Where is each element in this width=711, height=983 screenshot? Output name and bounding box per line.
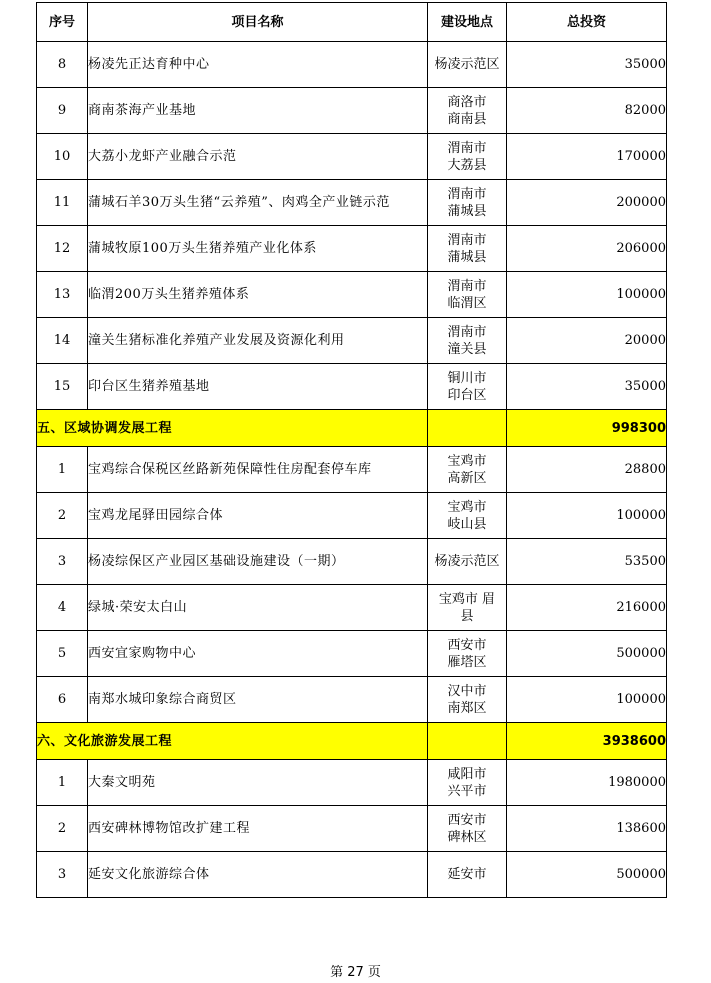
project-location [428, 272, 507, 318]
row-number: 11 [37, 180, 88, 226]
project-investment: 170000 [507, 134, 667, 180]
row-number: 6 [37, 677, 88, 723]
table-row [37, 631, 667, 677]
project-investment: 500000 [507, 631, 667, 677]
location-line-2: 碑林区 [447, 829, 487, 845]
location-line-1: 渭南市 [447, 186, 487, 202]
location-line-1: 汉中市 [447, 683, 487, 699]
table-body [37, 42, 667, 898]
project-name: 临渭200万头生猪养殖体系 [88, 272, 428, 318]
project-location [428, 806, 507, 852]
location-line-2: 岐山县 [447, 516, 487, 532]
location-line-2: 蒲城县 [447, 249, 487, 265]
section-location-cell [428, 410, 507, 447]
location-line-2: 印台区 [447, 387, 487, 403]
project-name: 延安文化旅游综合体 [88, 852, 428, 898]
project-name: 蒲城石羊30万头生猪“云养殖”、肉鸡全产业链示范 [88, 180, 428, 226]
row-number: 8 [37, 42, 88, 88]
section-title: 六、文化旅游发展工程 [37, 723, 428, 760]
location-line-1: 渭南市 [447, 140, 487, 156]
location-line-1: 渭南市 [447, 324, 487, 340]
project-name: 商南茶海产业基地 [88, 88, 428, 134]
location-line-1: 延安市 [447, 867, 487, 882]
row-number: 12 [37, 226, 88, 272]
project-investment: 82000 [507, 88, 667, 134]
project-table [36, 2, 667, 898]
table-row [37, 42, 667, 88]
project-investment: 35000 [507, 364, 667, 410]
project-name: 印台区生猪养殖基地 [88, 364, 428, 410]
project-name: 宝鸡综合保税区丝路新苑保障性住房配套停车库 [88, 447, 428, 493]
location-line-2: 雁塔区 [447, 654, 487, 670]
project-location [428, 539, 507, 585]
location-line-2: 商南县 [447, 111, 487, 127]
row-number: 1 [37, 760, 88, 806]
table-row [37, 539, 667, 585]
table-row [37, 760, 667, 806]
table-row [37, 806, 667, 852]
project-name: 杨凌综保区产业园区基础设施建设（一期） [88, 539, 428, 585]
table-row [37, 180, 667, 226]
location-line-2: 南郑区 [447, 700, 487, 716]
location-line-1: 商洛市 [447, 94, 487, 110]
location-line-2: 临渭区 [447, 295, 487, 311]
table-row [37, 585, 667, 631]
location-line-1: 渭南市 [447, 278, 487, 294]
project-investment: 100000 [507, 677, 667, 723]
project-investment: 28800 [507, 447, 667, 493]
project-location [428, 180, 507, 226]
section-row [37, 410, 667, 447]
section-total-investment: 3938600 [507, 723, 667, 760]
project-name: 绿城·荣安太白山 [88, 585, 428, 631]
project-location [428, 760, 507, 806]
table-header-row [37, 3, 667, 42]
page-number: 第 27 页 [330, 965, 381, 980]
project-location [428, 318, 507, 364]
project-name: 杨凌先正达育种中心 [88, 42, 428, 88]
location-line-2: 潼关县 [447, 341, 487, 357]
location-line-1: 咸阳市 [447, 766, 487, 782]
location-line-1: 杨凌示范区 [434, 57, 500, 72]
project-location [428, 134, 507, 180]
header-project-name: 项目名称 [88, 3, 428, 42]
project-name: 宝鸡龙尾驿田园综合体 [88, 493, 428, 539]
project-name: 大荔小龙虾产业融合示范 [88, 134, 428, 180]
location-line-1: 宝鸡市 [447, 453, 487, 469]
project-investment: 1980000 [507, 760, 667, 806]
project-location [428, 226, 507, 272]
project-name: 大秦文明苑 [88, 760, 428, 806]
project-location [428, 42, 507, 88]
location-line-1: 宝鸡市 眉 [438, 591, 496, 607]
project-name: 潼关生猪标准化养殖产业发展及资源化利用 [88, 318, 428, 364]
header-investment: 总投资 [507, 3, 667, 42]
project-investment: 53500 [507, 539, 667, 585]
section-row [37, 723, 667, 760]
table-row [37, 226, 667, 272]
row-number: 10 [37, 134, 88, 180]
project-investment: 20000 [507, 318, 667, 364]
location-line-2: 高新区 [447, 470, 487, 486]
project-investment: 200000 [507, 180, 667, 226]
row-number: 2 [37, 806, 88, 852]
location-line-1: 渭南市 [447, 232, 487, 248]
section-total-investment: 998300 [507, 410, 667, 447]
row-number: 3 [37, 852, 88, 898]
project-investment: 500000 [507, 852, 667, 898]
table-row [37, 272, 667, 318]
location-line-1: 杨凌示范区 [434, 554, 500, 569]
row-number: 3 [37, 539, 88, 585]
table-row [37, 134, 667, 180]
section-location-cell [428, 723, 507, 760]
project-name: 西安宜家购物中心 [88, 631, 428, 677]
location-line-1: 西安市 [447, 637, 487, 653]
project-location [428, 447, 507, 493]
project-name: 南郑水城印象综合商贸区 [88, 677, 428, 723]
row-number: 9 [37, 88, 88, 134]
project-location [428, 677, 507, 723]
table-row [37, 493, 667, 539]
row-number: 5 [37, 631, 88, 677]
project-investment: 206000 [507, 226, 667, 272]
project-name: 蒲城牧原100万头生猪养殖产业化体系 [88, 226, 428, 272]
project-location [428, 631, 507, 677]
row-number: 13 [37, 272, 88, 318]
row-number: 14 [37, 318, 88, 364]
project-investment: 216000 [507, 585, 667, 631]
table-row [37, 852, 667, 898]
row-number: 15 [37, 364, 88, 410]
project-investment: 138600 [507, 806, 667, 852]
table-row [37, 677, 667, 723]
location-line-2: 蒲城县 [447, 203, 487, 219]
project-location [428, 585, 507, 631]
project-location [428, 493, 507, 539]
table-row [37, 318, 667, 364]
row-number: 2 [37, 493, 88, 539]
project-investment: 35000 [507, 42, 667, 88]
header-no: 序号 [37, 3, 88, 42]
location-line-1: 宝鸡市 [447, 499, 487, 515]
header-location: 建设地点 [428, 3, 507, 42]
table-row [37, 88, 667, 134]
table-row [37, 447, 667, 493]
section-title: 五、区域协调发展工程 [37, 410, 428, 447]
project-location [428, 852, 507, 898]
row-number: 1 [37, 447, 88, 493]
project-investment: 100000 [507, 493, 667, 539]
project-investment: 100000 [507, 272, 667, 318]
row-number: 4 [37, 585, 88, 631]
location-line-1: 铜川市 [447, 370, 487, 386]
table-row [37, 364, 667, 410]
location-line-1: 西安市 [447, 812, 487, 828]
location-line-2: 大荔县 [447, 157, 487, 173]
project-location [428, 88, 507, 134]
location-line-2: 县 [460, 608, 474, 624]
location-line-2: 兴平市 [447, 783, 487, 799]
project-location [428, 364, 507, 410]
project-name: 西安碑林博物馆改扩建工程 [88, 806, 428, 852]
